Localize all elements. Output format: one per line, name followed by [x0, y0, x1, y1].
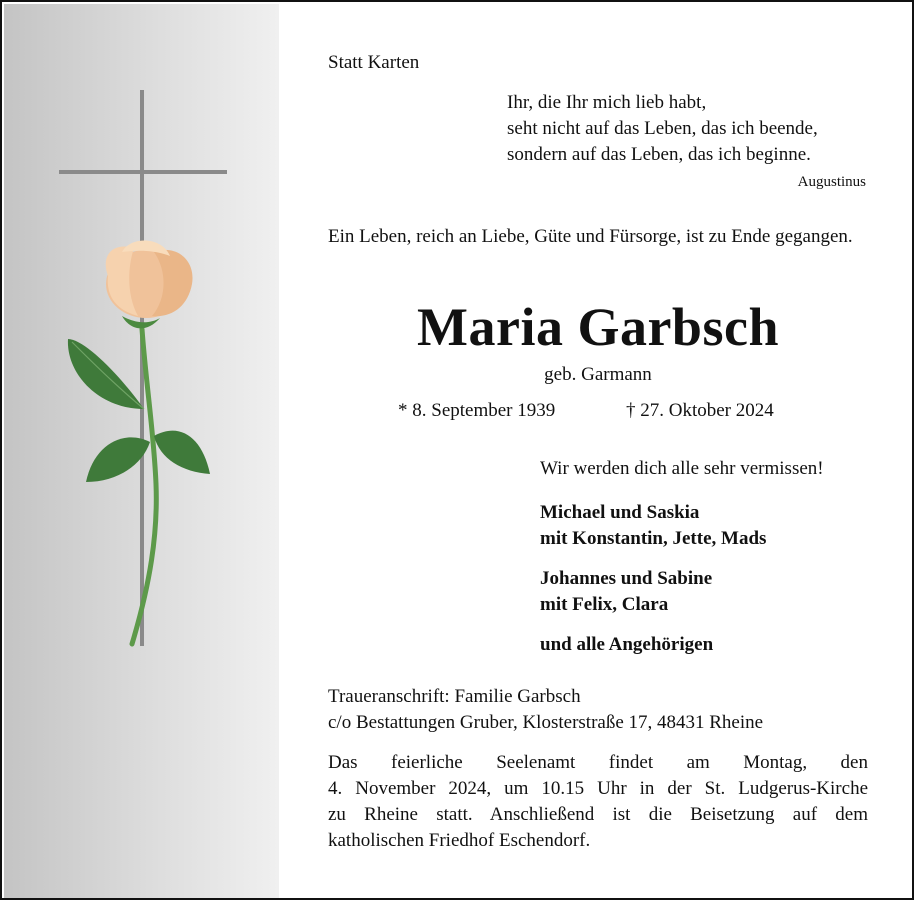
- service-line: zu Rheine statt. Anschließend ist die Beisetzung auf dem: [328, 804, 868, 825]
- death-date: † 27. Oktober 2024: [626, 400, 774, 421]
- deceased-name: Maria Garbsch: [417, 297, 779, 357]
- maiden-name: geb. Garmann: [544, 364, 652, 385]
- decorative-side-panel: [4, 4, 279, 898]
- birth-date: * 8. September 1939: [398, 400, 556, 421]
- family-group: [540, 632, 713, 658]
- mourning-address: [328, 684, 763, 736]
- tribute-text: Ein Leben, reich an Liebe, Güte und Fürsorge, ist zu Ende gegangen.: [328, 226, 853, 247]
- address-line: Traueranschrift: Familie Garbsch: [328, 686, 581, 707]
- family-line: Johannes und Sabine: [540, 568, 713, 589]
- family-line: und alle Angehörigen: [540, 634, 714, 655]
- service-line: Das feierliche Seelenamt findet am Montag, den: [328, 752, 868, 773]
- poem-author: Augustinus: [797, 174, 866, 190]
- rose-stem: [132, 329, 156, 644]
- farewell-text: Wir werden dich alle sehr vermissen!: [540, 458, 824, 479]
- family-group: [540, 500, 766, 552]
- notice-content: [328, 2, 868, 898]
- service-details: [328, 750, 868, 854]
- family-line: Michael und Saskia: [540, 502, 700, 523]
- poem-quote: [507, 90, 818, 168]
- cross-and-rose-illustration: [4, 4, 279, 898]
- poem-line: seht nicht auf das Leben, das ich beende,: [507, 118, 818, 139]
- service-line: 4. November 2024, um 10.15 Uhr in der St. Ludgerus-Kirche: [328, 778, 868, 799]
- family-line: mit Konstantin, Jette, Mads: [540, 528, 767, 549]
- cross-horizontal-beam: [59, 170, 227, 174]
- service-line: katholischen Friedhof Eschendorf.: [328, 830, 591, 851]
- poem-line: sondern auf das Leben, das ich beginne.: [507, 144, 811, 165]
- address-line: c/o Bestattungen Gruber, Klosterstraße 17, 48431 Rheine: [328, 712, 764, 733]
- family-line: mit Felix, Clara: [540, 594, 669, 615]
- rose-leaf-right: [154, 431, 210, 474]
- intro-text: Statt Karten: [328, 52, 420, 73]
- family-group: [540, 566, 712, 618]
- poem-line: Ihr, die Ihr mich lieb habt,: [507, 92, 707, 113]
